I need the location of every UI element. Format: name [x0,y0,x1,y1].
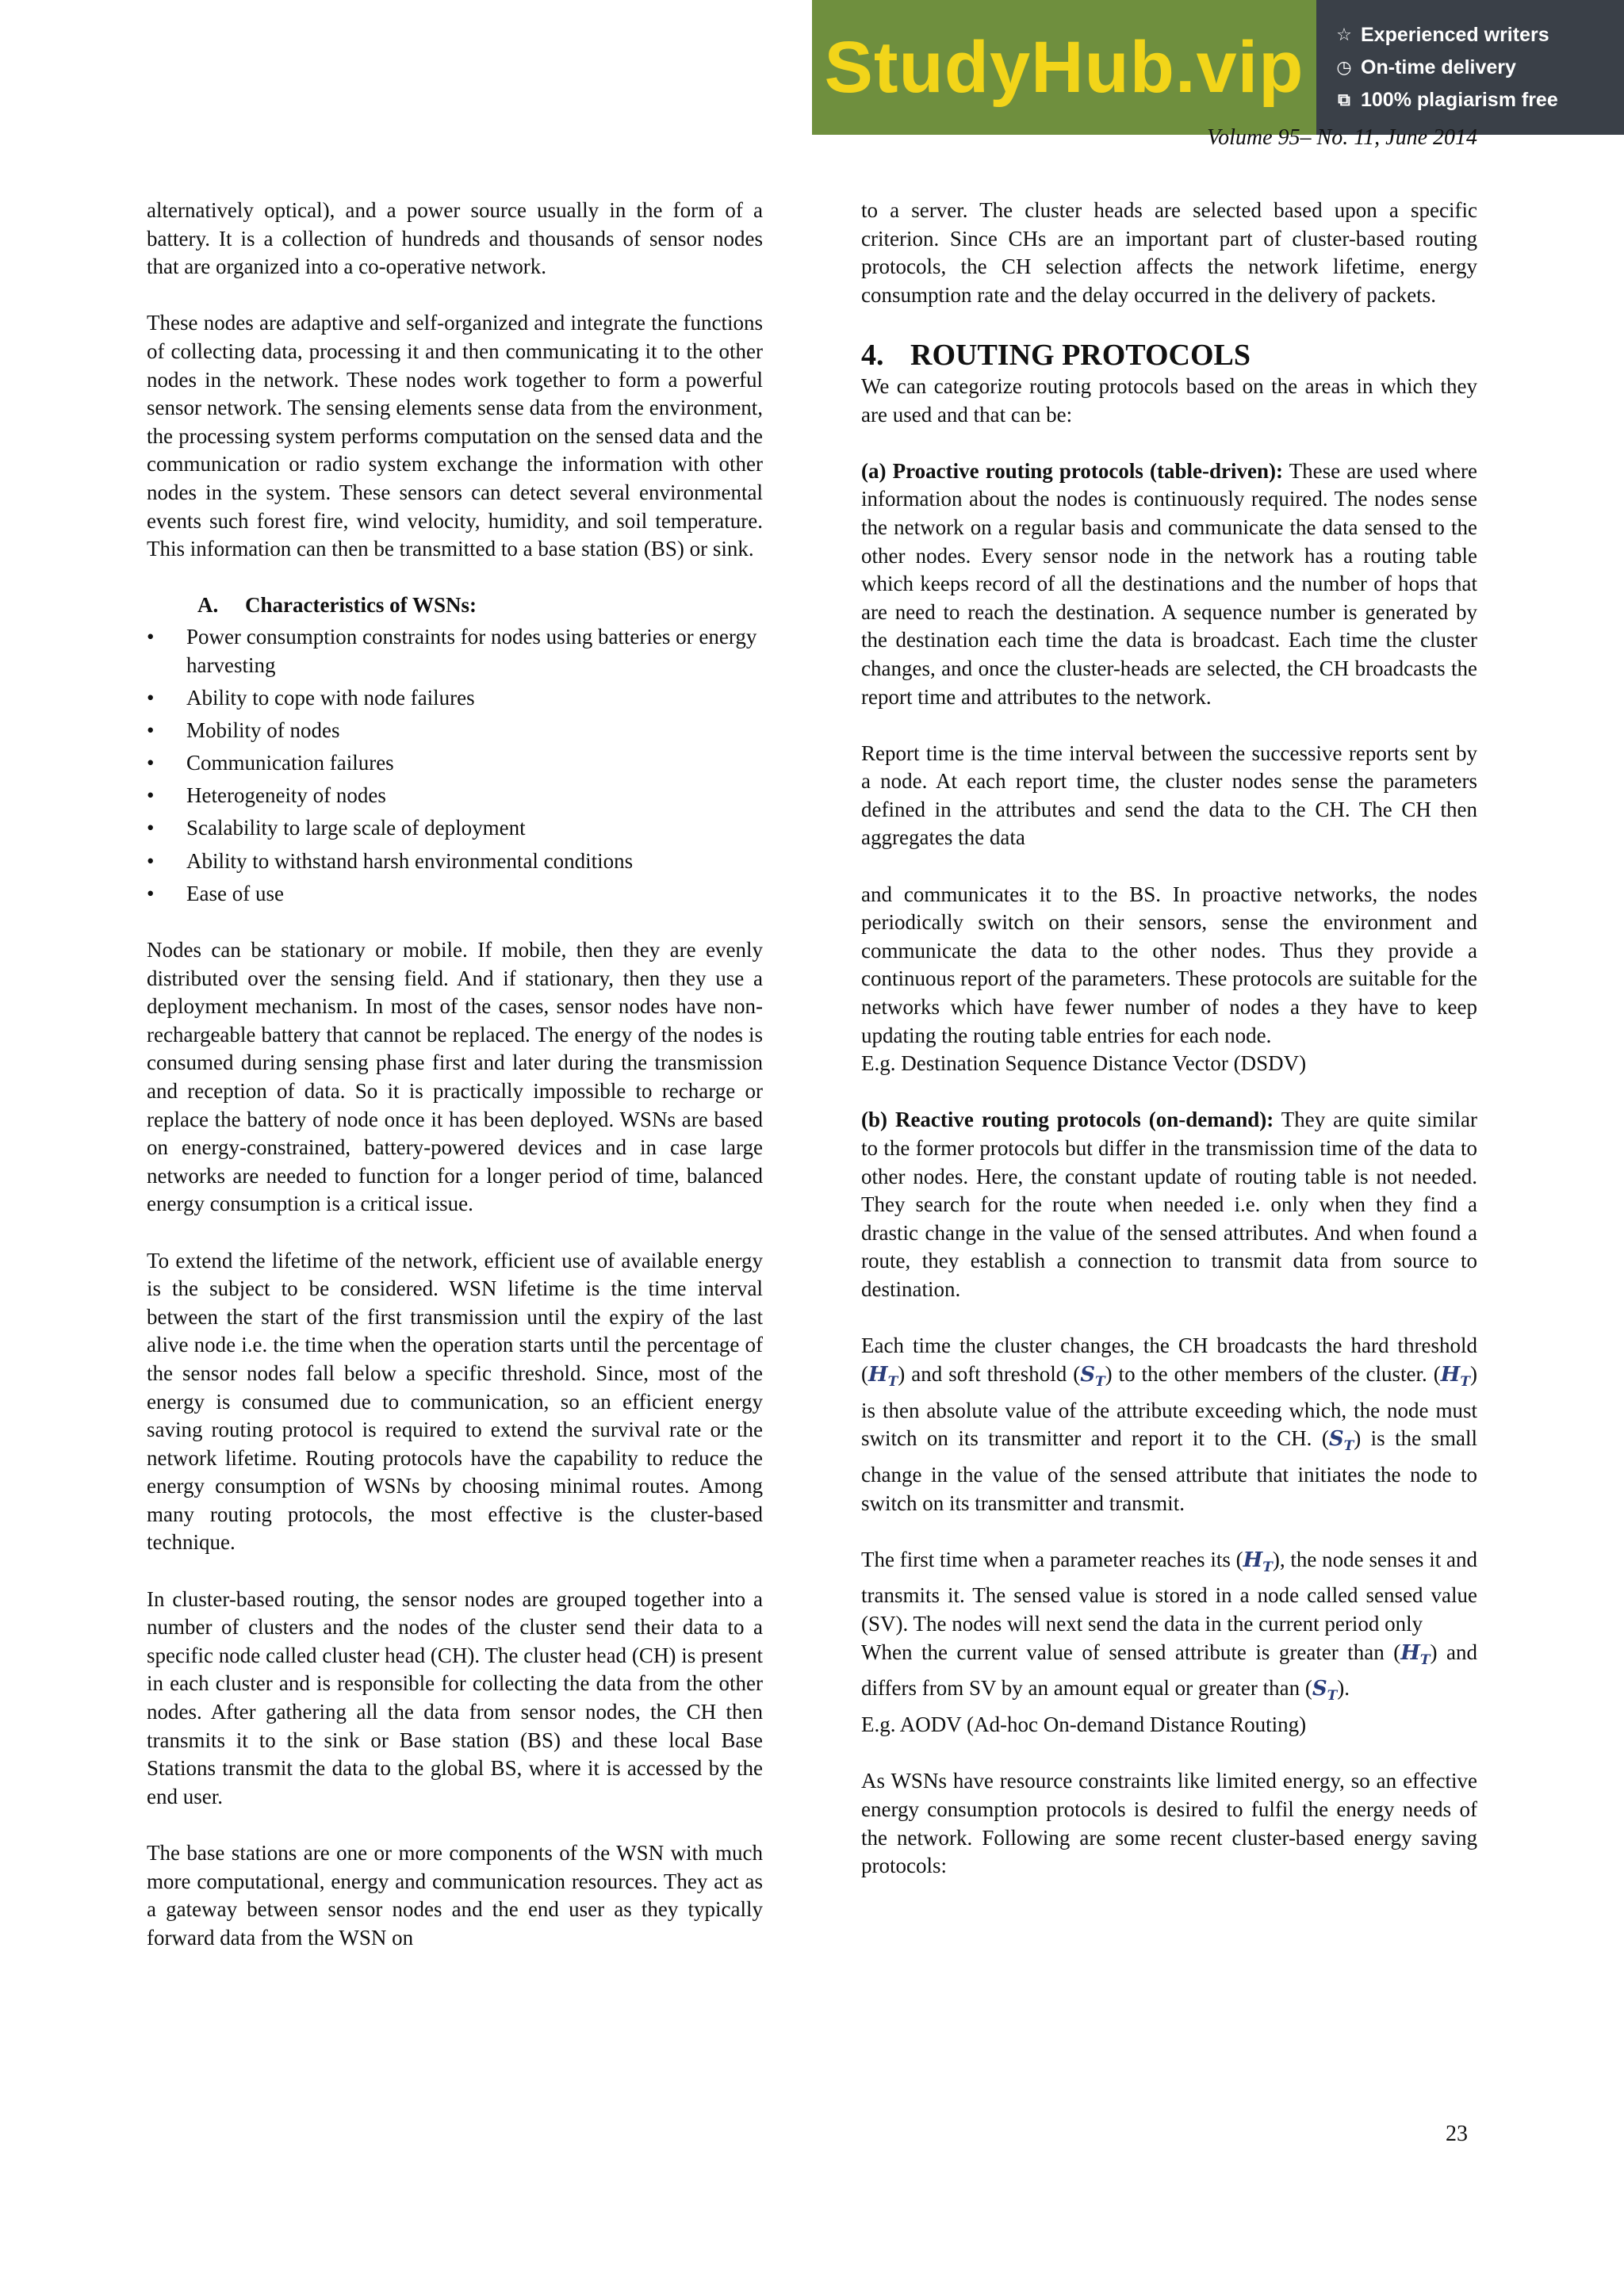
paragraph: We can categorize routing protocols based on the areas in which they are used and that can be: [861,373,1477,427]
paragraph: When the current value of sensed attribute is greater than $(H_T)$ and differs from SV by an amount equal or greater than $(S_T)$. [861,1640,1477,1705]
paragraph: As WSNs have resource constraints like limited energy, so an effective energy consumption protocols is desired to fulfil the energy needs of the network. Following are some recent cluster-based energy saving protocols: [861,1769,1477,1878]
soft-threshold-symbol: $S_T$ [1312,1677,1338,1705]
section-heading: 4. ROUTING PROTOCOLS [861,338,1251,372]
paragraph: These nodes are adaptive and self-organized and integrate the functions of collecting data, processing it and then communicating it to the other nodes in the network. These nodes work together to form a powerful sensor network. The sensing elements sense data from the environment, the processing system performs computation on the sensed data and the communication or radio system exchange the information with other nodes in the system. These sensors can detect several environmental events such forest fire, wind velocity, humidity, and soil temperature. This information can then be transmitted to a base station (BS) or sink. [147,311,763,561]
paragraph: Report time is the time interval between the successive reports sent by a node. At each report time, the cluster nodes sense the parameters defined in the attributes and send the data to the CH. The CH then aggregates the data [861,740,1477,850]
left-column [147,197,763,1980]
list-item: • Communication failures [147,749,763,778]
paragraph: alternatively optical), and a power source usually in the form of a battery. It is a collection of hundreds and thousands of sensor nodes that are organized into a co-operative network. [147,198,763,279]
paragraph: (a) Proactive routing protocols (table-driven): These are used where information about the nodes is continuously required. The nodes sense the network on a regular basis and communicate the data sensed to the other nodes. Every sensor node in the network has a routing table which keeps record of all the destinations and the number of hops that are need to reach the destination. A sequence number is generated by the destination each time the data is broadcast. Each time the cluster changes, and once the cluster-heads are selected, the CH broadcasts the report time and attributes to the network. [861,458,1477,709]
page-number: 23 [1446,2122,1468,2146]
paragraph: E.g. Destination Sequence Distance Vector (DSDV) [861,1051,1307,1076]
list-item: • Ease of use [147,880,763,909]
paragraph: The first time when a parameter reaches its $(H_T)$, the node senses it and transmits it. The sensed value is stored in a node called sensed value (SV). The nodes will next send the data in the current period only [861,1547,1478,1636]
studyhub-logo[interactable] [812,0,1316,135]
subsection-heading: A. Characteristics of WSNs: [197,593,477,618]
document-copy-icon: ⧉ [1338,90,1350,109]
list-item: • Scalability to large scale of deployment [147,814,763,843]
hard-threshold-symbol: $H_T$ [1400,1640,1431,1668]
right-column [861,197,1477,1908]
hard-threshold-symbol: $H_T$ [1440,1362,1471,1390]
list-item: • Heterogeneity of nodes [147,782,763,810]
logo-text: StudyHub.vip [824,26,1304,108]
characteristics-list [147,623,763,909]
feature-item: ☆ Experienced writers [1336,23,1549,46]
feature-item: ⧉ 100% plagiarism free [1335,89,1624,112]
soft-threshold-symbol: $S_T$ [1328,1427,1354,1455]
list-item: • Power consumption constraints for nodes using batteries or energy harvesting [147,623,763,679]
clock-icon: ◷ [1336,57,1352,77]
paragraph: and communicates it to the BS. In proactive networks, the nodes periodically switch on their sensors, sense the environment and communicate the data to the other nodes. Thus they provide a continuous report of the parameters. These protocols are suitable for the networks which have fewer number of nodes a they have to keep updating the routing table entries for each node. [861,882,1477,1047]
feature-item: ◷ On-time delivery [1336,55,1516,78]
paragraph: To extend the lifetime of the network, efficient use of available energy is the subject to be considered. WSN lifetime is the time interval between the start of the first transmission until the expiry of the last alive node i.e. the time when the operation starts until the percentage of the sensor nodes fall below a specific threshold. Since, most of the energy is consumed due to communication, so an efficient energy saving routing protocol is required to extend the survival rate or the network lifetime. Routing protocols have the capability to reduce the energy consumption of WSNs by choosing minimal routes. Among many routing protocols, the most effective is the cluster-based technique. [147,1248,763,1555]
hard-threshold-symbol: $H_T$ [1243,1548,1273,1575]
paragraph: Each time the cluster changes, the CH broadcasts the hard threshold $(H_T)$ and soft threshold $(S_T)$ to the other members of the cluster. $(H_T)$ is then absolute value of the attribute exceeding which, the node must switch on its transmitter and report it to the CH. $(S_T)$ is the small change in the value of the sensed attribute that initiates the node to switch on its transmitter and transmit. [861,1334,1478,1515]
list-item: • Mobility of nodes [147,717,763,745]
paragraph: to a server. The cluster heads are selected based upon a specific criterion. Since CHs are an important part of cluster-based routing protocols, the CH selection affects the network lifetime, energy consumption rate and the delay occurred in the delivery of packets. [861,198,1477,307]
paragraph: E.g. AODV (Ad-hoc On-demand Distance Routing) [861,1712,1307,1737]
paragraph: The base stations are one or more components of the WSN with much more computational, energy and communication resources. They act as a gateway between sensor nodes and the end user as they typically forward data from the WSN on [147,1841,763,1950]
running-head: Volume 95– No. 11, June 2014 [1207,125,1477,150]
ad-banner[interactable] [812,0,1624,135]
banner-features [1316,0,1624,135]
hard-threshold-symbol: $H_T$ [868,1362,898,1390]
star-icon: ☆ [1336,25,1352,44]
soft-threshold-symbol: $S_T$ [1080,1362,1105,1390]
list-item: • Ability to withstand harsh environmental conditions [147,848,763,876]
paragraph: (b) Reactive routing protocols (on-demand): They are quite similar to the former protocols but differ in the transmission time of the data to other nodes. Here, the constant update of routing table is not needed. They search for the route when needed i.e. only when they find a drastic change in the value of the sensed attributes. And when found a route, they establish a connection to transmit data from source to destination. [861,1108,1477,1301]
paragraph: In cluster-based routing, the sensor nodes are grouped together into a number of clusters and the nodes of the cluster send their data to a specific node called cluster head (CH). The cluster head (CH) is present in each cluster and is responsible for collecting the data from the other nodes. After gathering all the data from sensor nodes, the CH then transmits it to the sink or Base station (BS) and these local Base Stations transmit the data to the global BS, where it is accessed by the end user. [147,1586,763,1808]
paragraph: Nodes can be stationary or mobile. If mobile, then they are evenly distributed over the sensing field. And if stationary, then they use a deployment mechanism. In most of the cases, sensor nodes have non-rechargeable battery that cannot be replaced. The energy of the nodes is consumed during sensing phase first and later during the transmission and reception of data. So it is practically impossible to recharge or replace the battery of node once it has been deployed. WSNs are based on energy-constrained, battery-powered devices and in case large networks are needed to function for a longer period of time, balanced energy consumption is a critical issue. [147,938,763,1216]
list-item: • Ability to cope with node failures [147,684,763,713]
